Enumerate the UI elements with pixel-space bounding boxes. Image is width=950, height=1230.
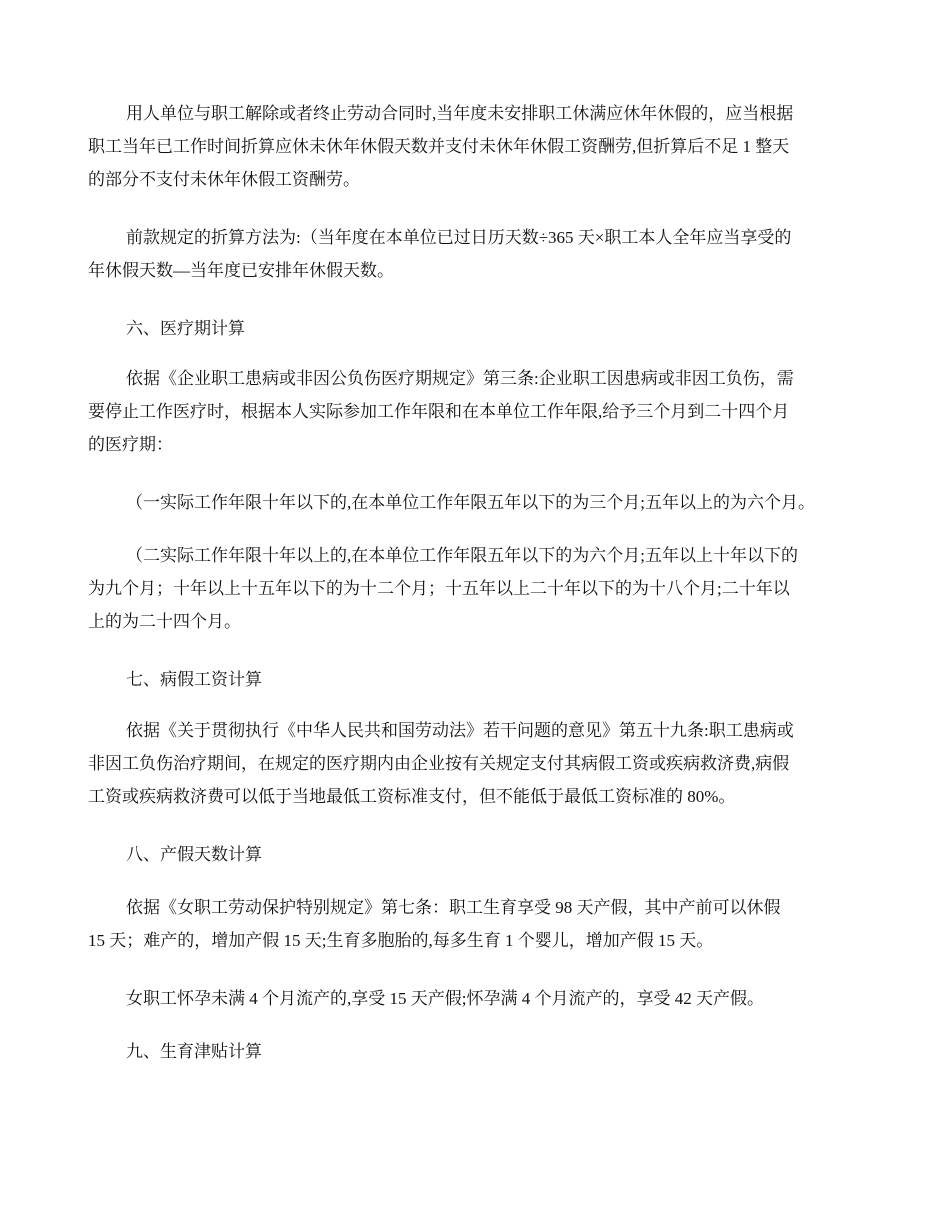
- paragraph-maternity-leave-basis: 依据《女职工劳动保护特别规定》第七条：职工生育享受 98 天产假，其中产前可以休假 15 天；难产的，增加产假 15 天;生育多胞胎的,每多生育 1 个婴儿，增加产假 15 天。: [88, 898, 781, 950]
- paragraph-medical-period-basis: 依据《企业职工患病或非因公负伤医疗期规定》第三条:企业职工因患病或非因工负伤，需 要停止工作医疗时，根据本人实际参加工作年限和在本单位工作年限,给予三个月到二十四个月 的医疗期：: [88, 369, 794, 454]
- section-heading-medical-period: 六、医疗期计算: [126, 319, 245, 338]
- paragraph-conversion-method: 前款规定的折算方法为:（当年度在本单位已过日历天数÷365 天×职工本人全年应当享受的 年休假天数—当年度已安排年休假天数。: [88, 228, 792, 280]
- paragraph-medical-period-item-1: （一实际工作年限十年以下的,在本单位工作年限五年以下的为三个月;五年以上的为六个月。: [126, 493, 815, 512]
- paragraph-annual-leave-termination: 用人单位与职工解除或者终止劳动合同时,当年度未安排职工休满应休年休假的，应当根据 职工当年已工作时间折算应休未休年休假天数并支付未休年休假工资酬劳,但折算后不足 1 整天 的部分不支付未休年休假工资酬劳。: [88, 104, 794, 189]
- paragraph-sick-pay-basis: 依据《关于贯彻执行《中华人民共和国劳动法》若干问题的意见》第五十九条:职工患病或 非因工负伤治疗期间，在规定的医疗期内由企业按有关规定支付其病假工资或疾病救济费,病假 工资或疾病救济费可以低于当地最低工资标准支付，但不能低于最低工资标准的 80%。: [88, 721, 794, 806]
- section-heading-maternity-allowance: 九、生育津贴计算: [126, 1042, 262, 1061]
- paragraph-medical-period-item-2: （二实际工作年限十年以上的,在本单位工作年限五年以下的为六个月;五年以上十年以下的 为九个月；十年以上十五年以下的为十二个月；十五年以上二十年以下的为十八个月;二十年以 上的为二十四个月。: [88, 546, 798, 631]
- section-heading-sick-pay: 七、病假工资计算: [126, 670, 262, 689]
- paragraph-miscarriage-leave: 女职工怀孕未满 4 个月流产的,享受 15 天产假;怀孕满 4 个月流产的，享受 42 天产假。: [126, 989, 764, 1008]
- section-heading-maternity-leave: 八、产假天数计算: [126, 845, 262, 864]
